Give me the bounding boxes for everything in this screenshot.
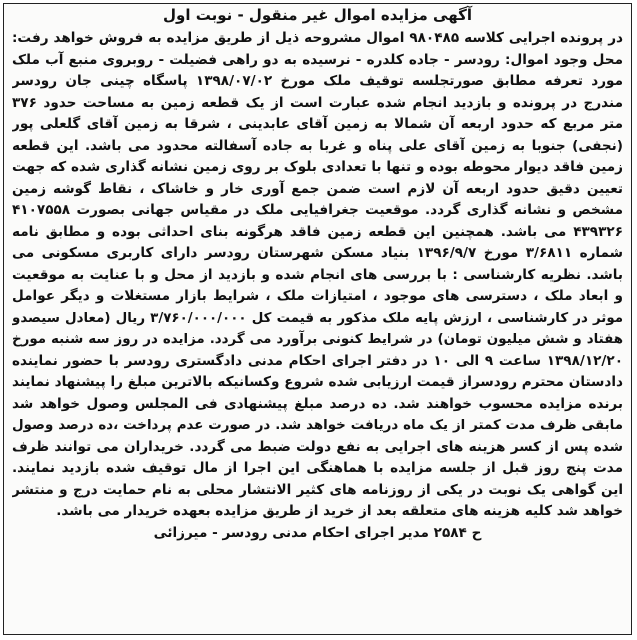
notice-line: مورد تعرفه مطابق صورتجلسه توقیف ملک مورخ ۱۳۹۸/۰۷/۰۲ پاسگاه چینی جان رودسر	[12, 73, 623, 89]
notice-line: ۴۳۹۳۲۶ می باشد. همچنین این قطعه زمین فاقد هرگونه بنای احداثی بوده و مطابق نامه	[12, 223, 623, 240]
notice-line: مدت پنج روز قبل از جلسه مزایده با هماهنگی این اجرا از مال توقیف شده بازدید نمایند.	[12, 460, 623, 476]
notice-line: مابقی ظرف مدت کمتر از یک ماه دریافت خواهد شد. در صورت عدم پرداخت ،ده درصد وصول	[12, 418, 623, 433]
notice-line: زمین فاقد دیوار محوطه بوده و تنها با تعدادی بلوک بر روی زمین نشانه گذاری شده که جهت	[12, 159, 623, 175]
notice-line: مشخص و نشانه گذاری گردد. موقعیت جغرافیایی ملک در مقیاس جهانی بصورت ۴۱۰۷۵۵۸	[12, 202, 623, 218]
notice-line: برنده مزایده محسوب خواهند شد. ده درصد مبلغ پیشنهادی فی المجلس وصول خواهد شد	[12, 395, 623, 412]
notice-line: متر مربع که حدود اربعه آن شمالا به زمین آقای عابدینی ، شرقا به زمین آقای گلعلی پور	[12, 116, 623, 132]
notice-line: (نجفی) جنوبا به زمین آقای علی پناه و غربا به جاده آسفالته محدود می باشد. این قطعه	[12, 137, 623, 154]
notice-line: هفتاد و شش میلیون تومان) در شرایط کنونی برآورد می گردد. مزایده در روز سه شنبه مورخ	[12, 332, 623, 347]
notice-title: آگهی مزایده اموال غیر منقول - نوبت اول	[163, 6, 472, 24]
notice-line: تعیین دقیق حدود اربعه آن لازم است ضمن جمع آوری خار و خاشاک ، نقاط گوشه زمین	[12, 180, 623, 197]
notice-line: موثر در کارشناسی ، ارزش پایه ملک مذکور به قیمت کل ۳/۷۶۰/۰۰۰/۰۰۰ ریال (معادل سیصدو	[12, 310, 623, 326]
notice-signature: ح ۲۵۸۴ مدیر اجرای احکام مدنی رودسر - میرزائی	[153, 524, 482, 541]
notice-line: و ابعاد ملک ، دسترسی های موجود ، امتیازات ملک ، شرایط بازار مستغلات و دیگر عوامل	[12, 288, 623, 304]
notice-line: شماره ۳/۶۸۱۱ مورخ ۱۳۹۶/۹/۷ بنیاد مسکن شهرستان رودسر دارای کاربری مسکونی می	[12, 245, 623, 261]
notice-line: خواهد شد کلیه هزینه های متعلقه بعد از خرید از طریق مزایده بعهده خریدار می باشد.	[56, 503, 623, 519]
notice-line: در پرونده اجرایی کلاسه ۹۸۰۴۸۵ اموال مشروحه ذیل از طریق مزایده به فروش خواهد رفت:	[12, 30, 623, 46]
notice-line: باشد. نظریه کارشناسی : با بررسی های انجام شده و بازدید از محل و با عنایت به موقعیت	[12, 266, 623, 283]
notice-line: مندرج در پرونده و بازدید انجام شده عبارت است از یک قطعه زمین به مساحت حدود ۳۷۶	[12, 94, 623, 111]
notice-body	[12, 28, 623, 544]
notice-line: این گواهی یک نوبت در یکی از روزنامه های کثیر الانتشار محلی به نام حمایت درج و منتشر	[12, 481, 623, 498]
notice-line: دادستان محترم رودسراز قیمت ارزیابی شده شروع وکسانیکه بالاترین مبلغ را پیشنهاد نمایند	[12, 374, 623, 390]
notice-line: محل وجود اموال: رودسر - جاده کلدره - نرسیده به دو راهی فضیلت - روبروی منبع آب ملک	[12, 51, 623, 68]
auction-notice	[3, 3, 632, 635]
notice-line: شده پس از کسر هزینه های اجرایی به نفع دولت ضبط می گردد. خریداران می توانند ظرف	[12, 438, 623, 455]
notice-line: ۱۳۹۸/۱۲/۲۰ ساعت ۹ الی ۱۰ در دفتر اجرای احکام مدنی دادگستری رودسر با حضور نماینده	[12, 352, 623, 369]
